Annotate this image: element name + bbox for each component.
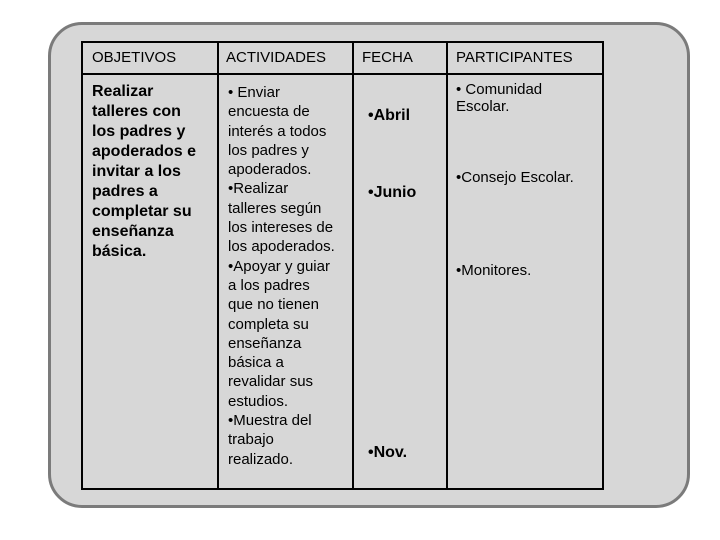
objective-line: invitar a los	[92, 163, 181, 180]
header-activities: ACTIVIDADES	[226, 49, 327, 66]
participant-line: •Consejo Escolar.	[456, 169, 574, 186]
activity-line: encuesta de	[228, 103, 310, 121]
activities-cell	[228, 83, 356, 469]
date-june: •Junio	[368, 184, 417, 201]
activity-line: realizado.	[228, 450, 294, 468]
objective-line: talleres con	[92, 103, 181, 120]
activity-line: enseñanza	[228, 334, 302, 352]
date-april: •Abril	[368, 107, 411, 124]
participant-line: • Comunidad	[456, 81, 543, 98]
header-date: FECHA	[362, 49, 413, 66]
participant-monitors	[456, 262, 531, 279]
activity-line: apoderados.	[228, 161, 312, 179]
objective-line: padres a	[92, 183, 158, 200]
plan-table	[81, 41, 604, 490]
activity-line: •Realizar	[228, 180, 289, 198]
activity-line: • Enviar	[228, 84, 280, 101]
activity-line: los padres y	[228, 141, 309, 159]
objective-cell	[92, 82, 218, 262]
activity-line: completa su	[228, 315, 309, 333]
participant-line: Escolar.	[456, 98, 510, 115]
activity-line: talleres según	[228, 199, 322, 217]
activity-line: estudios.	[228, 392, 289, 410]
activity-line: trabajo	[228, 431, 274, 449]
activity-line: •Apoyar y guiar	[228, 257, 330, 275]
activity-line: los intereses de	[228, 219, 334, 237]
date-november: •Nov.	[368, 444, 408, 461]
objective-line: Realizar	[92, 83, 154, 100]
objective-line: completar su	[92, 203, 192, 220]
activity-line: básica a	[228, 354, 284, 372]
objective-line: apoderados e	[92, 143, 197, 160]
objective-line: enseñanza	[92, 223, 174, 240]
column-divider	[446, 43, 448, 488]
objective-line: los padres y	[92, 123, 186, 140]
activity-line: los apoderados.	[228, 238, 335, 256]
objective-line: básica.	[92, 243, 147, 260]
participant-school-community	[456, 81, 542, 115]
activity-line: a los padres	[228, 276, 310, 294]
activity-line: que no tienen	[228, 296, 319, 314]
activity-line: revalidar sus	[228, 373, 314, 391]
header-objectives: OBJETIVOS	[92, 49, 177, 66]
header-participants: PARTICIPANTES	[456, 49, 573, 66]
activity-line: •Muestra del	[228, 412, 312, 430]
participant-school-council	[456, 169, 574, 186]
activity-line: interés a todos	[228, 122, 327, 140]
participant-line: •Monitores.	[456, 262, 532, 279]
